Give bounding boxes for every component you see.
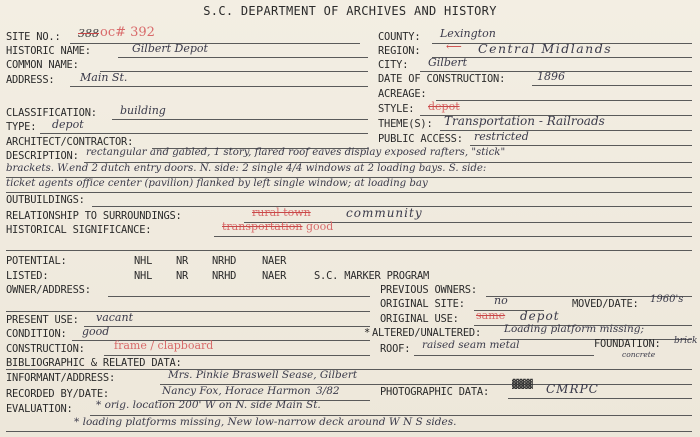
owner-label: OWNER/ADDRESS: — [6, 284, 91, 296]
address-line — [70, 86, 368, 87]
type-line — [40, 133, 368, 134]
region-value: Central Midlands — [478, 41, 613, 56]
potential-nr: NR — [176, 255, 189, 267]
recorded-value: Nancy Fox, Horace Harmon — [162, 385, 311, 397]
listed-label: LISTED: — [6, 270, 49, 282]
listed-nhl: NHL — [134, 270, 153, 282]
foundation-note: concrete — [622, 350, 656, 359]
construction-label: CONSTRUCTION: — [6, 343, 85, 355]
classification-label: CLASSIFICATION: — [6, 107, 97, 119]
evaluation-line-2: * loading platforms missing, New low-narrow deck around W N S sides. — [74, 416, 457, 428]
owner-line-2 — [6, 311, 370, 312]
evaluation-label: EVALUATION: — [6, 403, 73, 415]
original-use-value: depot — [520, 309, 560, 323]
foundation-value: brick — [674, 336, 698, 346]
condition-label: CONDITION: — [6, 328, 67, 340]
moved-value: 1960's — [650, 294, 684, 305]
historic-name-label: HISTORIC NAME: — [6, 45, 91, 57]
recorded-label: RECORDED BY/DATE: — [6, 388, 109, 400]
altered-star: * — [364, 327, 371, 339]
public-access-line — [470, 145, 692, 146]
photographic-value: CMRPC — [546, 382, 599, 396]
potential-nhl: NHL — [134, 255, 153, 267]
present-use-line — [84, 326, 370, 327]
construction-line — [104, 355, 370, 356]
bibliographic-label: BIBLIOGRAPHIC & RELATED DATA: — [6, 357, 182, 369]
region-line — [432, 57, 692, 58]
date-value: 1896 — [537, 70, 565, 83]
city-value: Gilbert — [428, 56, 468, 69]
acreage-label: ACREAGE: — [378, 88, 427, 100]
classification-value: building — [120, 104, 166, 117]
potential-label: POTENTIAL: — [6, 255, 67, 267]
theme-value: Transportation - Railroads — [444, 114, 605, 128]
region-label: REGION: — [378, 45, 421, 57]
significance-label: HISTORICAL SIGNIFICANCE: — [6, 224, 152, 236]
construction-value: frame / clapboard — [114, 339, 214, 352]
address-value: Main St. — [80, 71, 128, 84]
outbuildings-label: OUTBUILDINGS: — [6, 194, 85, 206]
original-site-value: no — [494, 294, 508, 307]
public-access-label: PUBLIC ACCESS: — [378, 133, 463, 145]
common-name-label: COMMON NAME: — [6, 59, 79, 71]
description-line-1: rectangular and gabled, 1 story, flared roof eaves display exposed rafters, "stick" — [86, 147, 506, 158]
description-rule-3 — [6, 192, 692, 193]
county-label: COUNTY: — [378, 31, 421, 43]
informant-label: INFORMANT/ADDRESS: — [6, 372, 116, 384]
significance-line — [214, 236, 692, 237]
photographic-scribble: ▓▓▓ — [512, 380, 533, 390]
type-value: depot — [52, 118, 84, 131]
description-line-3: ticket agents office center (pavilion) flanked by left single window; at loading bay — [6, 178, 428, 189]
site-no-label: SITE NO.: — [6, 31, 61, 43]
relationship-label: RELATIONSHIP TO SURROUNDINGS: — [6, 210, 182, 222]
blank-rule — [6, 250, 692, 251]
classification-line — [112, 119, 368, 120]
description-line-2: brackets. W.end 2 dutch entry doors. N. side: 2 single 4/4 windows at 2 loading bays. S. side: — [6, 163, 487, 174]
potential-nrhd: NRHD — [212, 255, 237, 267]
listed-nr: NR — [176, 270, 189, 282]
altered-label: ALTERED/UNALTERED: — [372, 327, 482, 339]
region-arrow-mark: ⟵ — [446, 40, 462, 53]
common-name-line — [100, 71, 368, 72]
historic-name-value: Gilbert Depot — [132, 42, 208, 55]
historic-name-line — [118, 57, 368, 58]
roof-line — [414, 355, 594, 356]
listed-nrhd: NRHD — [212, 270, 237, 282]
previous-owners-label: PREVIOUS OWNERS: — [380, 284, 477, 296]
evaluation-rule-2 — [6, 431, 692, 432]
site-no-correction: oc# 392 — [100, 25, 155, 40]
evaluation-line-1: * orig. location 200' W on N. side Main St. — [96, 399, 321, 411]
original-use-label: ORIGINAL USE: — [380, 313, 459, 325]
page-title: S.C. DEPARTMENT OF ARCHIVES AND HISTORY — [203, 4, 497, 18]
listed-naer: NAER — [262, 270, 287, 282]
foundation-label: FOUNDATION: — [594, 338, 661, 350]
architect-label: ARCHITECT/CONTRACTOR: — [6, 136, 134, 148]
roof-value: raised seam metal — [422, 339, 520, 351]
type-label: TYPE: — [6, 121, 37, 133]
original-use-struck: same — [476, 309, 506, 322]
recorded-date: 3/82 — [316, 385, 340, 397]
owner-line — [108, 296, 370, 297]
photographic-line — [508, 398, 692, 399]
potential-naer: NAER — [262, 255, 287, 267]
theme-label: THEME(S): — [378, 118, 433, 130]
relationship-struck: rural town — [252, 206, 311, 219]
city-label: CITY: — [378, 59, 409, 71]
relationship-value: community — [346, 206, 423, 220]
site-no-value: 388 — [78, 27, 99, 40]
acreage-line — [436, 100, 692, 101]
moved-label: MOVED/DATE: — [572, 298, 639, 310]
style-label: STYLE: — [378, 103, 415, 115]
original-site-label: ORIGINAL SITE: — [380, 298, 465, 310]
condition-value: good — [82, 325, 110, 338]
date-label: DATE OF CONSTRUCTION: — [378, 73, 506, 85]
site-no-line — [70, 43, 360, 44]
description-label: DESCRIPTION: — [6, 150, 79, 162]
style-value: depot — [428, 100, 460, 113]
altered-value: Loading platform missing; — [504, 323, 645, 335]
present-use-label: PRESENT USE: — [6, 314, 79, 326]
roof-label: ROOF: — [380, 343, 411, 355]
significance-struck: transportation — [222, 220, 303, 233]
significance-value: good — [306, 220, 334, 233]
address-label: ADDRESS: — [6, 74, 55, 86]
county-value: Lexington — [440, 27, 496, 40]
informant-value: Mrs. Pinkie Braswell Sease, Gilbert — [168, 369, 358, 381]
date-line — [532, 85, 692, 86]
public-access-value: restricted — [474, 130, 529, 143]
photographic-label: PHOTOGRAPHIC DATA: — [380, 386, 490, 398]
present-use-value: vacant — [96, 311, 133, 324]
marker-program-label: S.C. MARKER PROGRAM — [314, 270, 430, 282]
